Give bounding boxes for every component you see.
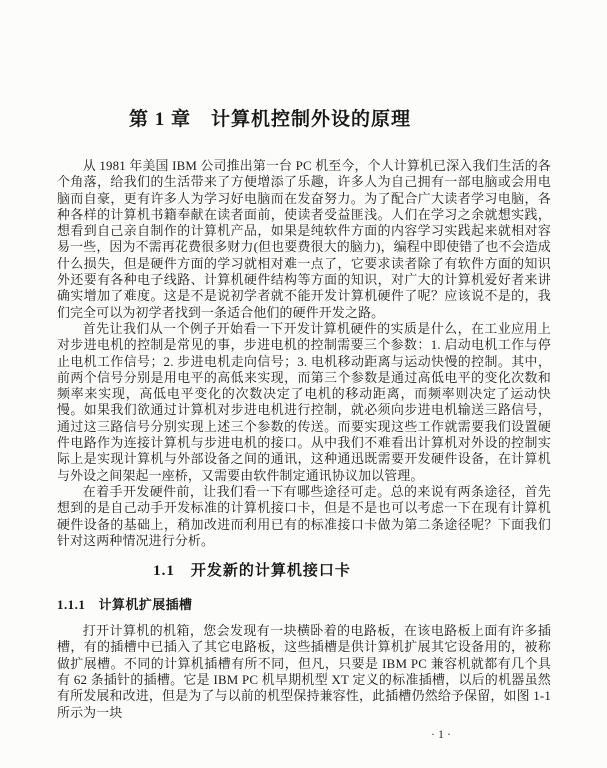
paragraph-stepper-motor-example: 首先让我们从一个例子开始看一下开发计算机硬件的实质是什么，在工业应用上对步进电机的控制是常见的事，步进电机的控制需要三个参数：1. 启动电机工作与停止电机工作信号；2. 步进电机走向信号；3. 电机移动距离与运动快慢的控制。其中，前两个信号分别是用电平的高低来实现，而第三个参数是通过高低电平的变化次数和频率来实现，高低电平变化的次数决定了电机的移动距离，而频率则决定了运动快慢。如果我们欲通过计算机对步进电机进行控制，就必须向步进电机输送三路信号，通过这三路信号分别实现上述三个参数的传送。而要实现这些工作就需要我们设置硬件电路作为连接计算机与步进电机的接口。从中我们不难看出计算机对外设的控制实际上是实现计算机与外部设备之间的通讯，这种通迅既需要开发硬件设备，在计算机与外设之间架起一座桥，又需要由软件制定通讯协议加以管理。 [57,321,551,483]
paragraph-expansion-slots: 打开计算机的机箱，您会发现有一块横卧着的电路板，在该电路板上面有许多插槽，有的插槽中已插入了其它电路板，这些插槽是供计算机扩展其它设备用的，被称做扩展槽。不同的计算机插槽有所不同，但凡，只要是 IBM PC 兼容机就都有几个具有 62 条插针的插槽。它是 IBM PC 机早期机型 XT 定义的标准插槽，以后的机器虽然有所发展和改进，但是为了与以前的机型保持兼容性，此插槽仍然给予保留，如图 1-1 所示为一块 [57,624,551,720]
paragraph-intro: 从 1981 年美国 IBM 公司推出第一台 PC 机至今，个人计算机已深入我们生活的各个角落，给我们的生活带来了方便增添了乐趣，许多人为自己拥有一部电脑或会用电脑而自豪，更有许多人为学习好电脑而在发奋努力。为了配合广大读者学习电脑，各种各样的计算机书籍奉献在读者面前，使读者受益匪浅。人们在学习之余就想实践，想看到自己亲自制作的计算机产品，如果是纯软件方面的内容学习实践起来就相对容易一些，因为不需再花费很多财力(但也要费很大的脑力)，编程中即使错了也不会造成什么损失，但是硬件方面的学习就相对难一点了，它要求读者除了有软件方面的知识外还要有各种电子线路、计算机硬件结构等方面的知识，对广大的计算机爱好者来讲确实增加了难度。这是不是说初学者就不能开发计算机硬件了呢？应该说不是的，我们完全可以为初学者找到一条适合他们的硬件开发之路。 [57,159,551,320]
paragraph-two-approaches: 在着手开发硬件前，让我们看一下有哪些途径可走。总的来说有两条途径，首先想到的是自己动手开发标准的计算机接口卡，但是不是也可以考虑一下在现有计算机硬件设备的基础上，稍加改进而利用已有的标准接口卡做为第二条途径呢？下面我们针对这两种情况进行分析。 [57,484,551,548]
chapter-title: 第 1 章 计算机控制外设的原理 [128,109,411,130]
section-heading: 1.1 开发新的计算机接口卡 [153,563,351,580]
page-number: · 1 · [431,726,451,741]
page-content [57,0,551,742]
subsection-heading: 1.1.1 计算机扩展插槽 [57,598,193,613]
